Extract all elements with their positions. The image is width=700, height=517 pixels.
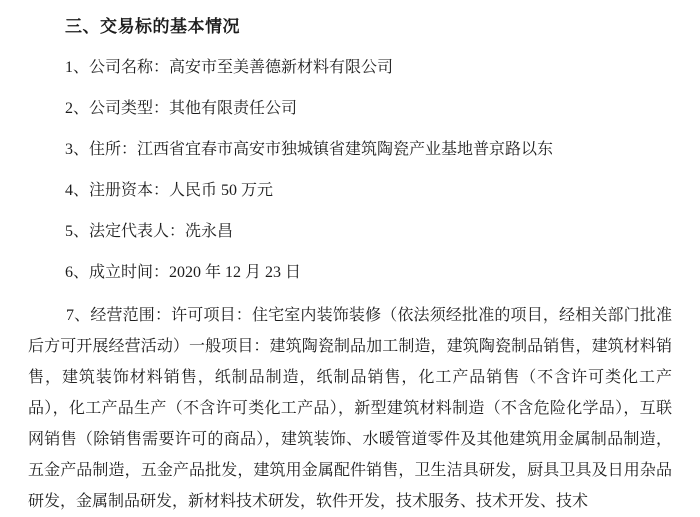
item-company-type: 2、公司类型：其他有限责任公司: [65, 100, 298, 117]
item-legal-representative: 5、法定代表人：冼永昌: [65, 223, 234, 240]
item-company-name: 1、公司名称：高安市至美善德新材料有限公司: [65, 59, 394, 76]
item-establishment-date: 6、成立时间：2020 年 12 月 23 日: [65, 264, 302, 281]
item-registered-address: 3、住所：江西省宜春市高安市独城镇省建筑陶瓷产业基地普京路以东: [65, 141, 554, 158]
item-registered-capital: 4、注册资本：人民币 50 万元: [65, 182, 274, 199]
section-heading: 三、交易标的基本情况: [65, 17, 240, 36]
item-business-scope: 7、经营范围：许可项目：住宅室内装饰装修（依法须经批准的项目，经相关部门批准后方可开展经营活动）一般项目：建筑陶瓷制品加工制造，建筑陶瓷制品销售，建筑材料销售，建筑装饰材料销售，纸制品制造，纸制品销售，化工产品销售（不含许可类化工产品），化工产品生产（不含许可类化工产品），新型建筑材料制造（不含危险化学品），互联网销售（除销售需要许可的商品），建筑装饰、水暖管道零件及其他建筑用金属制品制造，五金产品制造，五金产品批发，建筑用金属配件销售，卫生洁具研发，厨具卫具及日用杂品研发，金属制品研发，新材料技术研发，软件开发，技术服务、技术开发、技术: [28, 307, 672, 510]
